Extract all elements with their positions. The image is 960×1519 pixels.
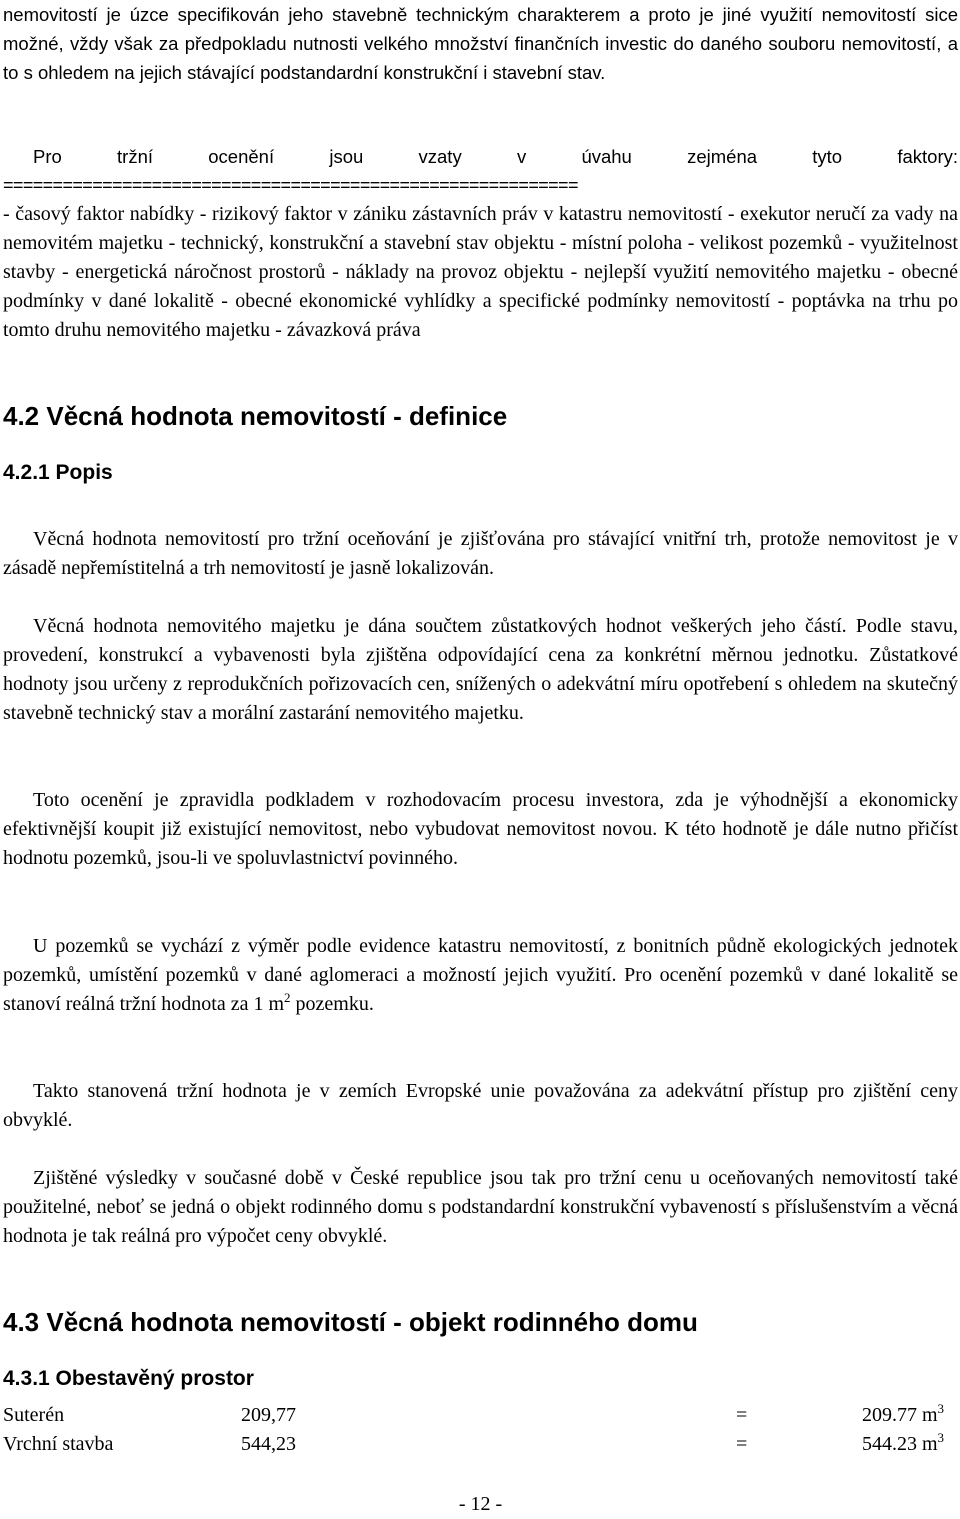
row-label: Suterén (3, 1404, 65, 1426)
page-number: - 12 - (458, 1493, 503, 1515)
subsection-heading-4-2-1: 4.2.1 Popis (3, 461, 113, 484)
separator-line: ========================================================== (3, 175, 578, 195)
row-value: 544,23 (241, 1433, 296, 1455)
paragraph: Takto stanovená tržní hodnota je v zemích Evropské unie považována za adekvátní přístup pro zjištění ceny obvyklé. (3, 1080, 958, 1131)
paragraph: Zjištěné výsledky v současné době v České republice jsou tak pro tržní cenu u oceňovaných nemovitostí také použitelné, neboť se jedná o objekt rodinného domu s podstandardní konstrukční vybaveností s příslušenstvím a věcná hodnota je tak reálná pro výpočet ceny obvyklé. (3, 1167, 958, 1247)
row-result: 544.23 $m^3$ (861, 1430, 944, 1455)
section-heading-4-3: 4.3 Věcná hodnota nemovitostí - objekt rodinného domu (3, 1307, 698, 1337)
section-heading-4-2: 4.2 Věcná hodnota nemovitostí - definice (3, 401, 508, 431)
subsection-heading-4-3-1: 4.3.1 Obestavěný prostor (3, 1367, 254, 1390)
paragraph: Věcná hodnota nemovitostí pro tržní oceňování je zjišťována pro stávající vnitřní trh, protože nemovitost je v zásadě nepřemístitelná a trh nemovitostí je jasně lokalizován. (3, 528, 958, 579)
paragraph: Toto ocenění je zpravidla podkladem v rozhodovacím procesu investora, zda je výhodnější a ekonomicky efektivnější koupit již existující nemovitost, nebo vybudovat nemovitost novou. K této hodnotě je dále nutno přičíst hodnotu pozemků, jsou-li ve spoluvlastnictví povinného. (3, 789, 958, 869)
paragraph-land-text: U pozemků se vychází z výměr podle evidence katastru nemovitostí, z bonitních půdně ekologických jednotek pozemků, umístění pozemků v dané aglomeraci a možností jejich využití. Pro ocenění pozemků v dané lokalitě se stanoví reálná tržní hodnota za 1 m (3, 935, 958, 1015)
volume-row (3, 1401, 958, 1430)
row-value: 209,77 (241, 1404, 296, 1426)
volume-row (3, 1430, 958, 1459)
superscript: 2 (284, 990, 291, 1005)
row-label: Vrchní stavba (3, 1433, 114, 1455)
row-result: 209.77 $m^3$ (861, 1401, 944, 1426)
paragraph: Věcná hodnota nemovitého majetku je dána součtem zůstatkových hodnot veškerých jeho částí. Podle stavu, provedení, konstrukcí a vybavenosti byla zjištěna odpovídající cena za konkrétní měrnou jednotku. Zůstatkové hodnoty jsou určeny z reprodukčních pořizovacích cen, snížených o adekvátní míru opotřebení s ohledem na skutečný stavebně technický stav a morální zastarání nemovitého majetku. (3, 615, 958, 724)
row-equals: = (736, 1433, 748, 1455)
factors-heading: Pro tržní ocenění jsou vzaty v úvahu zejména tyto faktory: (33, 146, 958, 167)
paragraph-continuation: nemovitostí je úzce specifikován jeho stavebně technickým charakterem a proto je jiné využití nemovitostí sice možné, vždy však za předpokladu nutnosti velkého množství finančních investic do daného souboru nemovitostí, a to s ohledem na jejich stávající podstandardní konstrukční i stavební stav. (3, 4, 958, 83)
paragraph-land (3, 932, 958, 1019)
paragraph-land-tail: pozemku. (295, 993, 374, 1015)
row-equals: = (736, 1404, 748, 1426)
factors-list: - časový faktor nabídky - rizikový faktor v zániku zástavních práv v katastru nemovitostí - exekutor neručí za vady na nemovitém majetku - technický, konstrukční a stavební stav objektu - místní poloha - velikost pozemků - využitelnost stavby - energetická náročnost prostorů - náklady na provoz objektu - nejlepší využití nemovitého majetku - obecné podmínky v dané lokalitě - obecné ekonomické vyhlídky a specifické podmínky nemovitostí - poptávka na trhu po tomto druhu nemovitého majetku - závazková práva (3, 203, 958, 341)
